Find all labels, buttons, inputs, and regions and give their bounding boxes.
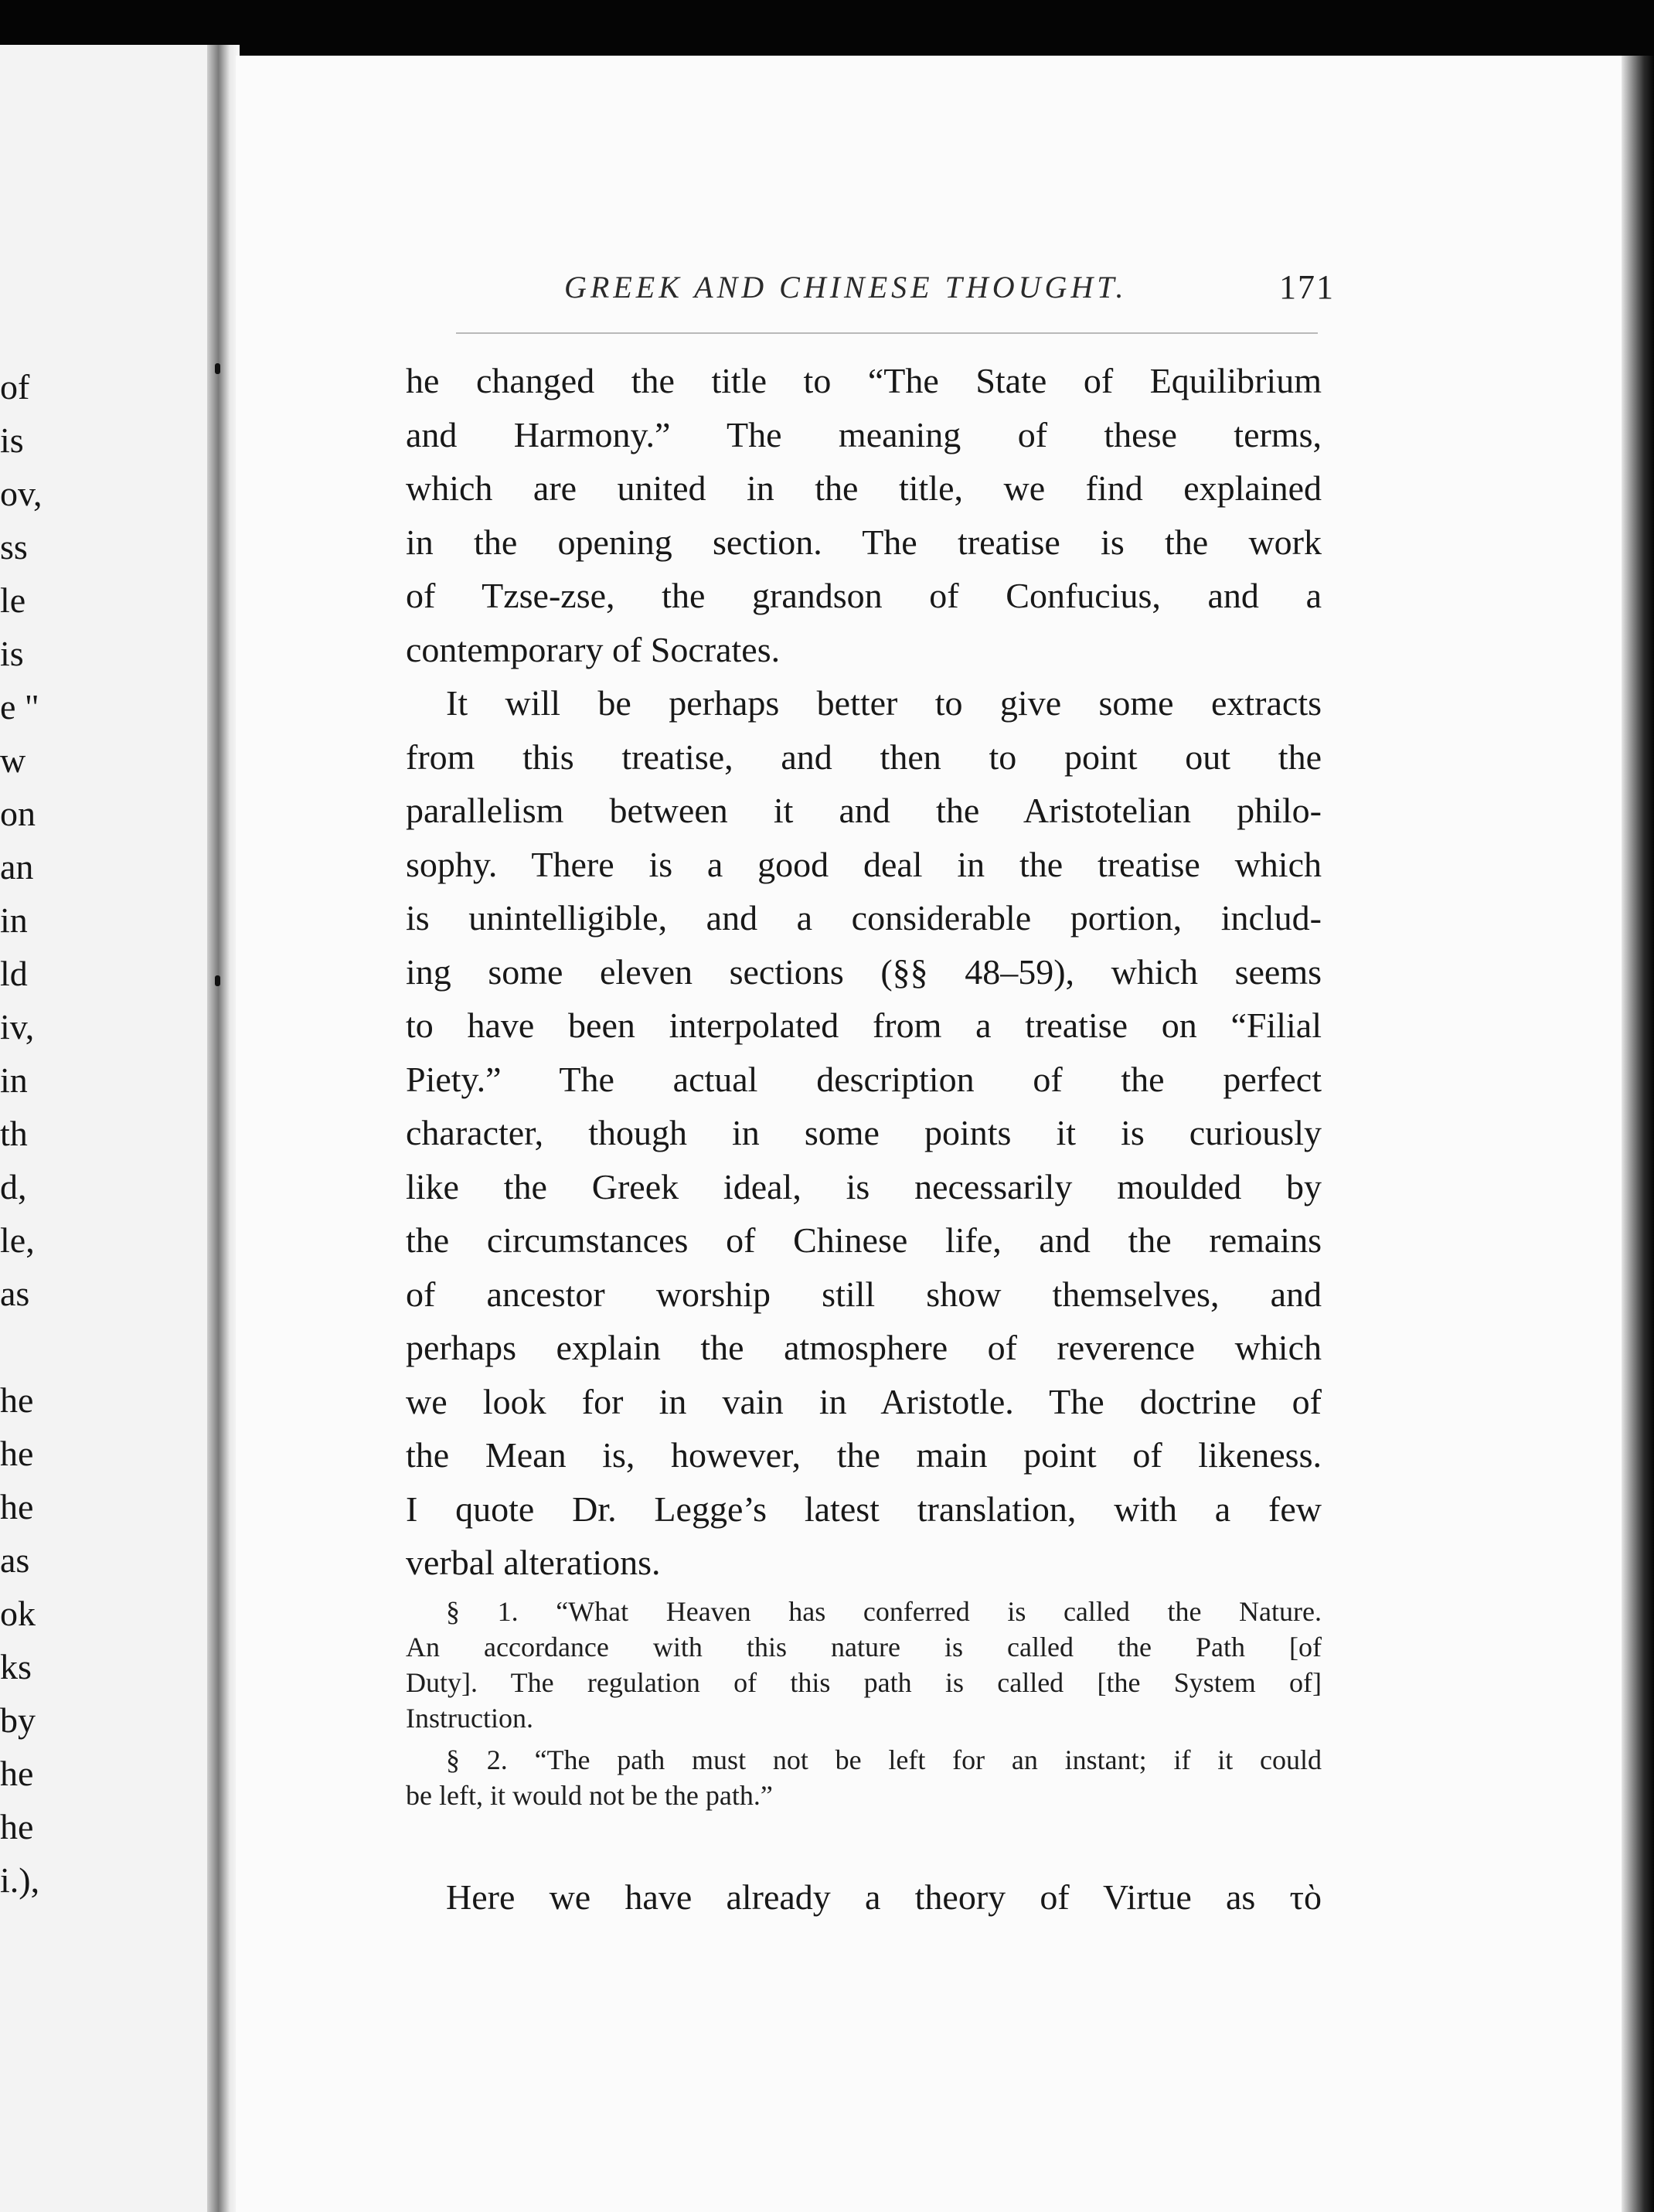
text-line: to have been interpolated from a treatise on “Filial [406,1006,1322,1045]
text-line: character, though in some points it is curiously [406,1113,1322,1152]
facing-page-text [0,360,201,1907]
text-line: ing some eleven sections (§§ 48–59), which seems [406,951,1322,992]
text-line: is unintelligible, and a considerable portion, includ- [406,898,1322,938]
quote-line: § 2. “The path must not be left for an instant; if it could [446,1744,1322,1775]
facing-line: is [0,634,24,673]
facing-line: ld [0,954,28,993]
text-line: which are united in the title, we find explained [406,468,1322,508]
facing-line: an [0,847,34,887]
facing-line: as [0,1540,30,1580]
text-line: It will be perhaps better to give some extracts [446,683,1322,723]
facing-line: w [0,740,26,780]
quote-line: An accordance with this nature is called the Path [of [406,1632,1322,1662]
facing-line: is [0,420,24,460]
text-line: perhaps explain the atmosphere of reverence which [406,1328,1322,1367]
quote-gap [406,1736,1322,1742]
text-line: and Harmony.” The meaning of these terms, [406,414,1322,454]
quote-line: be left, it would not be the path.” [406,1780,773,1811]
facing-line: le, [0,1220,35,1260]
facing-line: in [0,900,28,940]
facing-line: as [0,1274,30,1313]
facing-line: he [0,1487,34,1526]
text-line: verbal alterations. [406,1543,661,1582]
facing-line: ks [0,1647,32,1686]
text-line: like the Greek ideal, is necessarily moulded by [406,1166,1322,1206]
running-head: GREEK AND CHINESE THOUGHT. [564,270,1128,305]
text-line: the circumstances of Chinese life, and the remains [406,1220,1322,1260]
text-line: of Tzse-zse, the grandson of Confucius, and a [406,576,1322,615]
facing-line: th [0,1114,28,1153]
facing-line: ss [0,527,28,567]
facing-line-gap [0,1320,201,1373]
facing-line: le [0,580,26,620]
text-line: sophy. There is a good deal in the treatise which [406,844,1322,884]
text-line: contemporary of Socrates. [406,629,781,669]
text-line: the Mean is, however, the main point of likeness. [406,1435,1322,1475]
facing-line: i.), [0,1860,40,1900]
binding-thread-mark [215,363,220,374]
body-text [406,354,1322,1590]
facing-line: by [0,1700,36,1740]
quote-line: § 1. “What Heaven has conferred is called the Nature. [446,1596,1322,1627]
facing-line: d, [0,1167,27,1206]
facing-line: in [0,1060,28,1100]
facing-line: e " [0,687,39,727]
facing-line: he [0,1380,34,1420]
text-line: he changed the title to “The State of Equilibrium [406,361,1322,400]
facing-line: ov, [0,474,43,513]
text-line: I quote Dr. Legge’s latest translation, with a few [406,1489,1322,1529]
closing-line: Here we have already a theory of Virtue as τὸ [446,1877,1322,1917]
header-rule [456,332,1318,334]
quoted-extract [406,1594,1322,1813]
text-line: in the opening section. The treatise is the work [406,522,1322,562]
text-line: of ancestor worship still show themselves, and [406,1274,1322,1314]
facing-line: ok [0,1594,36,1633]
quote-line: Duty]. The regulation of this path is called [the System of] [406,1667,1322,1698]
facing-line: he [0,1434,34,1473]
book-gutter [207,45,240,2212]
facing-page [0,45,232,2212]
facing-line: he [0,1807,34,1846]
facing-line: iv, [0,1007,35,1046]
text-line: from this treatise, and then to point out the [406,737,1322,777]
facing-line: on [0,794,36,833]
facing-line: of [0,367,30,407]
binding-thread-mark [215,975,220,986]
page-number: 171 [1279,268,1335,306]
text-line: parallelism between it and the Aristotelian philo- [406,791,1322,830]
page-right-edge [1622,56,1654,2212]
quote-line: Instruction. [406,1703,533,1734]
text-line: we look for in vain in Aristotle. The doctrine of [406,1381,1322,1421]
text-line: Piety.” The actual description of the perfect [406,1059,1322,1099]
facing-line: he [0,1754,34,1793]
scan-top-border [0,0,1654,56]
